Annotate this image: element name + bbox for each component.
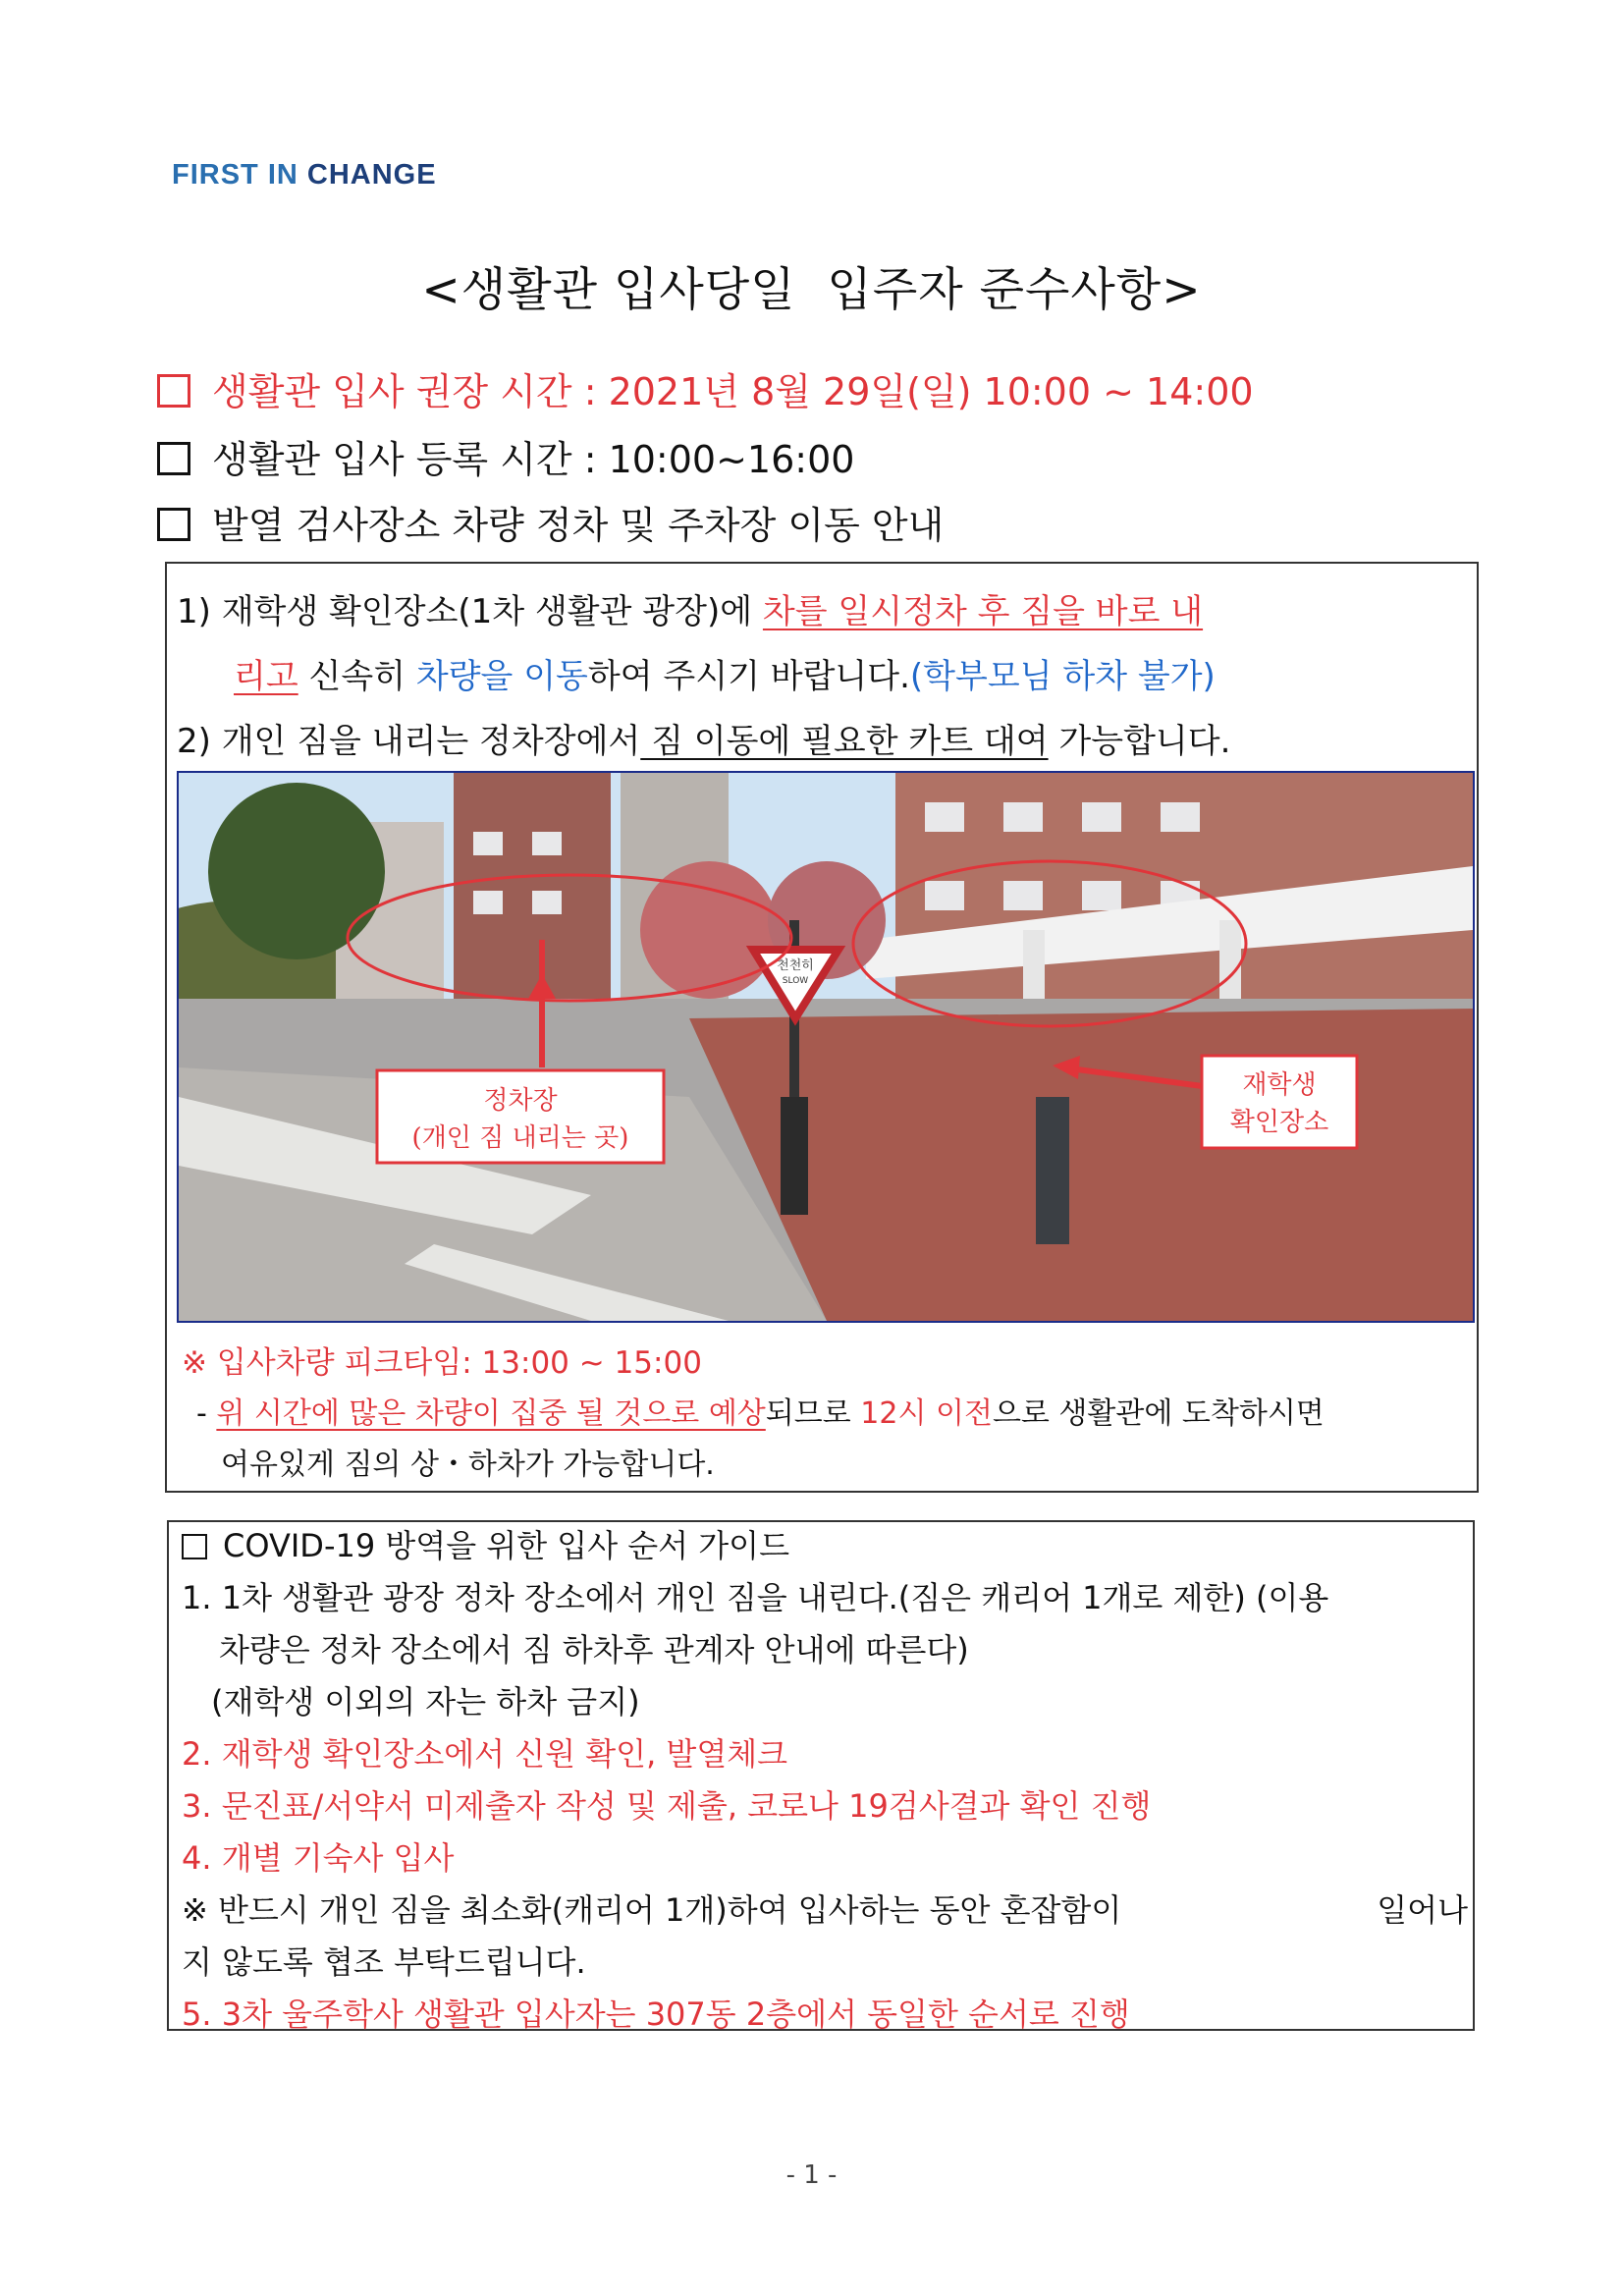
label-parking-line2: (개인 짐 내리는 곳) xyxy=(411,1123,629,1153)
notice-highlight-1: 차를 일시정차 후 짐을 바로 내 xyxy=(762,592,1204,631)
registration-time-item xyxy=(157,437,854,482)
guide-step-5: 5. 3차 울주학사 생활관 입사자는 307동 2층에서 동일한 순서로 진행 xyxy=(182,1995,1130,2033)
logo-part1: FIRST IN xyxy=(172,159,307,191)
peak-time-line-1: - 위 시간에 많은 차량이 집중 될 것으로 예상되므로 12시 이전으로 생활관에 도착하시면 xyxy=(196,1396,1325,1431)
checkbox-icon xyxy=(157,508,190,541)
site-photo-illustration xyxy=(179,773,1473,1321)
logo-part2: CHANGE xyxy=(306,159,437,191)
document-title: <생활관 입사당일 입주자 준수사항> xyxy=(421,263,1202,317)
sign-text-bottom: SLOW xyxy=(782,976,809,986)
reference-mark-icon: ※ xyxy=(182,1345,207,1381)
parking-guide-item xyxy=(157,503,944,548)
guide-note-line-1: ※ 반드시 개인 짐을 최소화(캐리어 1개)하여 입사하는 동안 혼잡함이 일어나 xyxy=(182,1891,1468,1929)
guide-step-1-line-1: 1. 1차 생활관 광장 정차 장소에서 개인 짐을 내린다.(짐은 캐리어 1개로 제한) (이용 xyxy=(182,1579,1329,1616)
parking-guide-text: 발열 검사장소 차량 정차 및 주차장 이동 안내 xyxy=(212,504,945,547)
notice-line-3: 2) 개인 짐을 내리는 정차장에서 짐 이동에 필요한 카트 대여 가능합니다. xyxy=(177,722,1231,761)
notice-line-2: 리고 신속히 차량을 이동하여 주시기 바랍니다.(학부모님 하차 불가) xyxy=(234,657,1216,696)
label-checkpoint-line2: 확인장소 xyxy=(1229,1108,1329,1137)
checkbox-icon xyxy=(182,1534,207,1559)
notice-move-car: 차량을 이동 xyxy=(415,657,588,696)
peak-time-line-2: 여유있게 짐의 상・하차가 가능합니다. xyxy=(221,1448,715,1482)
page-number: - 1 - xyxy=(785,2160,838,2190)
peak-time-notice xyxy=(182,1338,1468,1491)
guide-heading: COVID-19 방역을 위한 입사 순서 가이드 xyxy=(182,1520,1468,1572)
checkbox-icon xyxy=(157,374,190,408)
brand-logo xyxy=(172,159,437,191)
guide-step-1-line-2: 차량은 정차 장소에서 짐 하차후 관계자 안내에 따른다) xyxy=(219,1631,969,1668)
recommended-time-text: 생활관 입사 권장 시간 : 2021년 8월 29일(일) 10:00 ~ 14:00 xyxy=(212,370,1254,413)
notice-cart-rental: 짐 이동에 필요한 카트 대여 xyxy=(640,722,1049,761)
sign-text-top: 천천히 xyxy=(777,958,814,973)
label-checkpoint-line1: 재학생 xyxy=(1242,1070,1317,1100)
notice-paragraph xyxy=(177,579,1473,774)
guide-note-line-2: 지 않도록 협조 부탁드립니다. xyxy=(182,1943,586,1981)
recommended-time-item xyxy=(157,369,1254,414)
notice-parent-no-drop: (학부모님 하차 불가) xyxy=(909,657,1216,696)
guide-step-2: 2. 재학생 확인장소에서 신원 확인, 발열체크 xyxy=(182,1735,788,1773)
covid-guide xyxy=(182,1520,1468,2041)
peak-time-title: ※ 입사차량 피크타임: 13:00 ~ 15:00 xyxy=(182,1345,702,1381)
site-photo xyxy=(177,771,1475,1323)
checkbox-icon xyxy=(157,442,190,475)
guide-step-1-line-3: (재학생 이외의 자는 하차 금지) xyxy=(211,1683,640,1721)
notice-line-1: 1) 재학생 확인장소(1차 생활관 광장)에 차를 일시정차 후 짐을 바로 내 xyxy=(177,592,1204,631)
label-parking-line1: 정차장 xyxy=(483,1086,558,1116)
guide-step-3: 3. 문진표/서약서 미제출자 작성 및 제출, 코로나 19검사결과 확인 진행 xyxy=(182,1787,1152,1825)
guide-step-4: 4. 개별 기숙사 입사 xyxy=(182,1839,455,1877)
registration-time-text: 생활관 입사 등록 시간 : 10:00~16:00 xyxy=(212,438,855,481)
